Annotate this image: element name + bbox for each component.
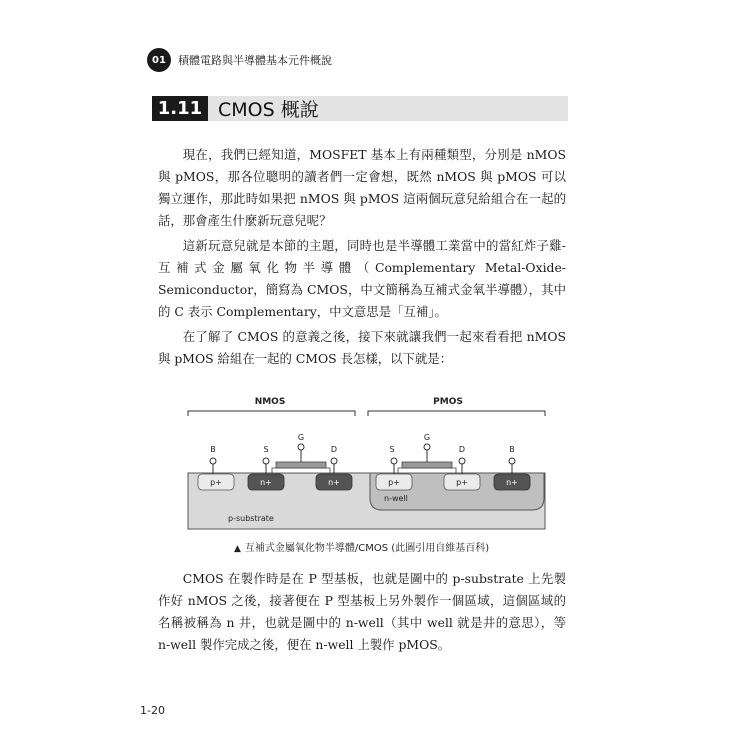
pmos-d-terminal-icon xyxy=(459,458,465,464)
section-title: CMOS 概說 xyxy=(218,99,319,121)
nmos-label: NMOS xyxy=(254,397,286,407)
nmos-source-n-plus-label: n+ xyxy=(260,478,272,487)
pmos-gate-poly xyxy=(402,462,452,468)
pmos-b-label: B xyxy=(509,445,515,454)
nmos-body-p-plus-label: p+ xyxy=(210,478,222,487)
nmos-gate-oxide xyxy=(272,468,330,473)
paragraph-fabrication: CMOS 在製作時是在 P 型基板，也就是圖中的 p-substrate 上先製作好 nMOS 之後，接著便在 P 型基板上另外製作一個區域，這個區域的名稱被稱為 n 井，也就是圖中的 n-well（其中 well 就是井的意思），等 n-well 製作完成之後，便在 n-well 上製作 pMOS。 xyxy=(158,571,566,652)
pmos-body-n-plus-label: n+ xyxy=(506,478,518,487)
nmos-s-terminal-icon xyxy=(263,458,269,464)
nmos-b-terminal-icon xyxy=(210,458,216,464)
paragraph-cmos-definition: 這新玩意兒就是本節的主題，同時也是半導體工業當中的當紅炸子雞-互補式金屬氧化物半導體（Complementary Metal-Oxide-Semiconductor，簡寫為 CMOS，中文簡稱為互補式金氧半導體），其中的 C 表示 Complementary，中文意思是「互補」。 xyxy=(158,238,566,319)
chapter-number-badge: 01 xyxy=(147,48,171,72)
nmos-bracket xyxy=(188,411,355,416)
pmos-source-p-plus-label: p+ xyxy=(388,478,400,487)
paragraph-figure-lead: 在了解了 CMOS 的意義之後，接下來就讓我們一起來看看把 nMOS 與 pMOS 給組在一起的 CMOS 長怎樣，以下就是： xyxy=(158,329,566,366)
figure-caption-text: 互補式金屬氧化物半導體/CMOS (此圖引用自維基百科) xyxy=(244,543,490,554)
pmos-label: PMOS xyxy=(433,397,463,407)
pmos-g-label: G xyxy=(423,433,431,442)
nmos-d-terminal-icon xyxy=(331,458,337,464)
pmos-s-label: S xyxy=(389,445,395,454)
cmos-cross-section-diagram xyxy=(180,388,560,533)
nmos-d-label: D xyxy=(330,445,338,454)
p-substrate-label: p-substrate xyxy=(228,514,274,523)
pmos-b-terminal-icon xyxy=(509,458,515,464)
figure-caption xyxy=(234,539,489,554)
pmos-g-terminal-icon xyxy=(424,444,430,450)
caption-triangle-icon: ▲ xyxy=(234,544,241,554)
nmos-drain-n-plus-label: n+ xyxy=(328,478,340,487)
pmos-drain-p-plus-label: p+ xyxy=(456,478,468,487)
paragraph-intro: 現在，我們已經知道，MOSFET 基本上有兩種類型，分別是 nMOS 與 pMOS，那各位聰明的讀者們一定會想，既然 nMOS 與 pMOS 可以獨立運作，那此時如果把 nMOS 與 pMOS 這兩個玩意兒給組合在一起的話，那會產生什麼新玩意兒呢？ xyxy=(158,147,566,228)
pmos-gate-oxide xyxy=(398,468,456,473)
pmos-bracket xyxy=(368,411,545,416)
nmos-s-label: S xyxy=(263,445,269,454)
nmos-g-terminal-icon xyxy=(298,444,304,450)
chapter-header xyxy=(147,48,332,72)
nmos-gate-poly xyxy=(276,462,326,468)
n-well-label: n-well xyxy=(384,494,408,503)
section-heading xyxy=(152,96,568,121)
section-number: 1.11 xyxy=(152,96,208,121)
nmos-g-label: G xyxy=(297,433,305,442)
pmos-s-terminal-icon xyxy=(391,458,397,464)
page-number: 1-20 xyxy=(140,704,165,717)
nmos-b-label: B xyxy=(210,445,216,454)
pmos-d-label: D xyxy=(458,445,466,454)
chapter-title: 積體電路與半導體基本元件概說 xyxy=(178,54,332,67)
